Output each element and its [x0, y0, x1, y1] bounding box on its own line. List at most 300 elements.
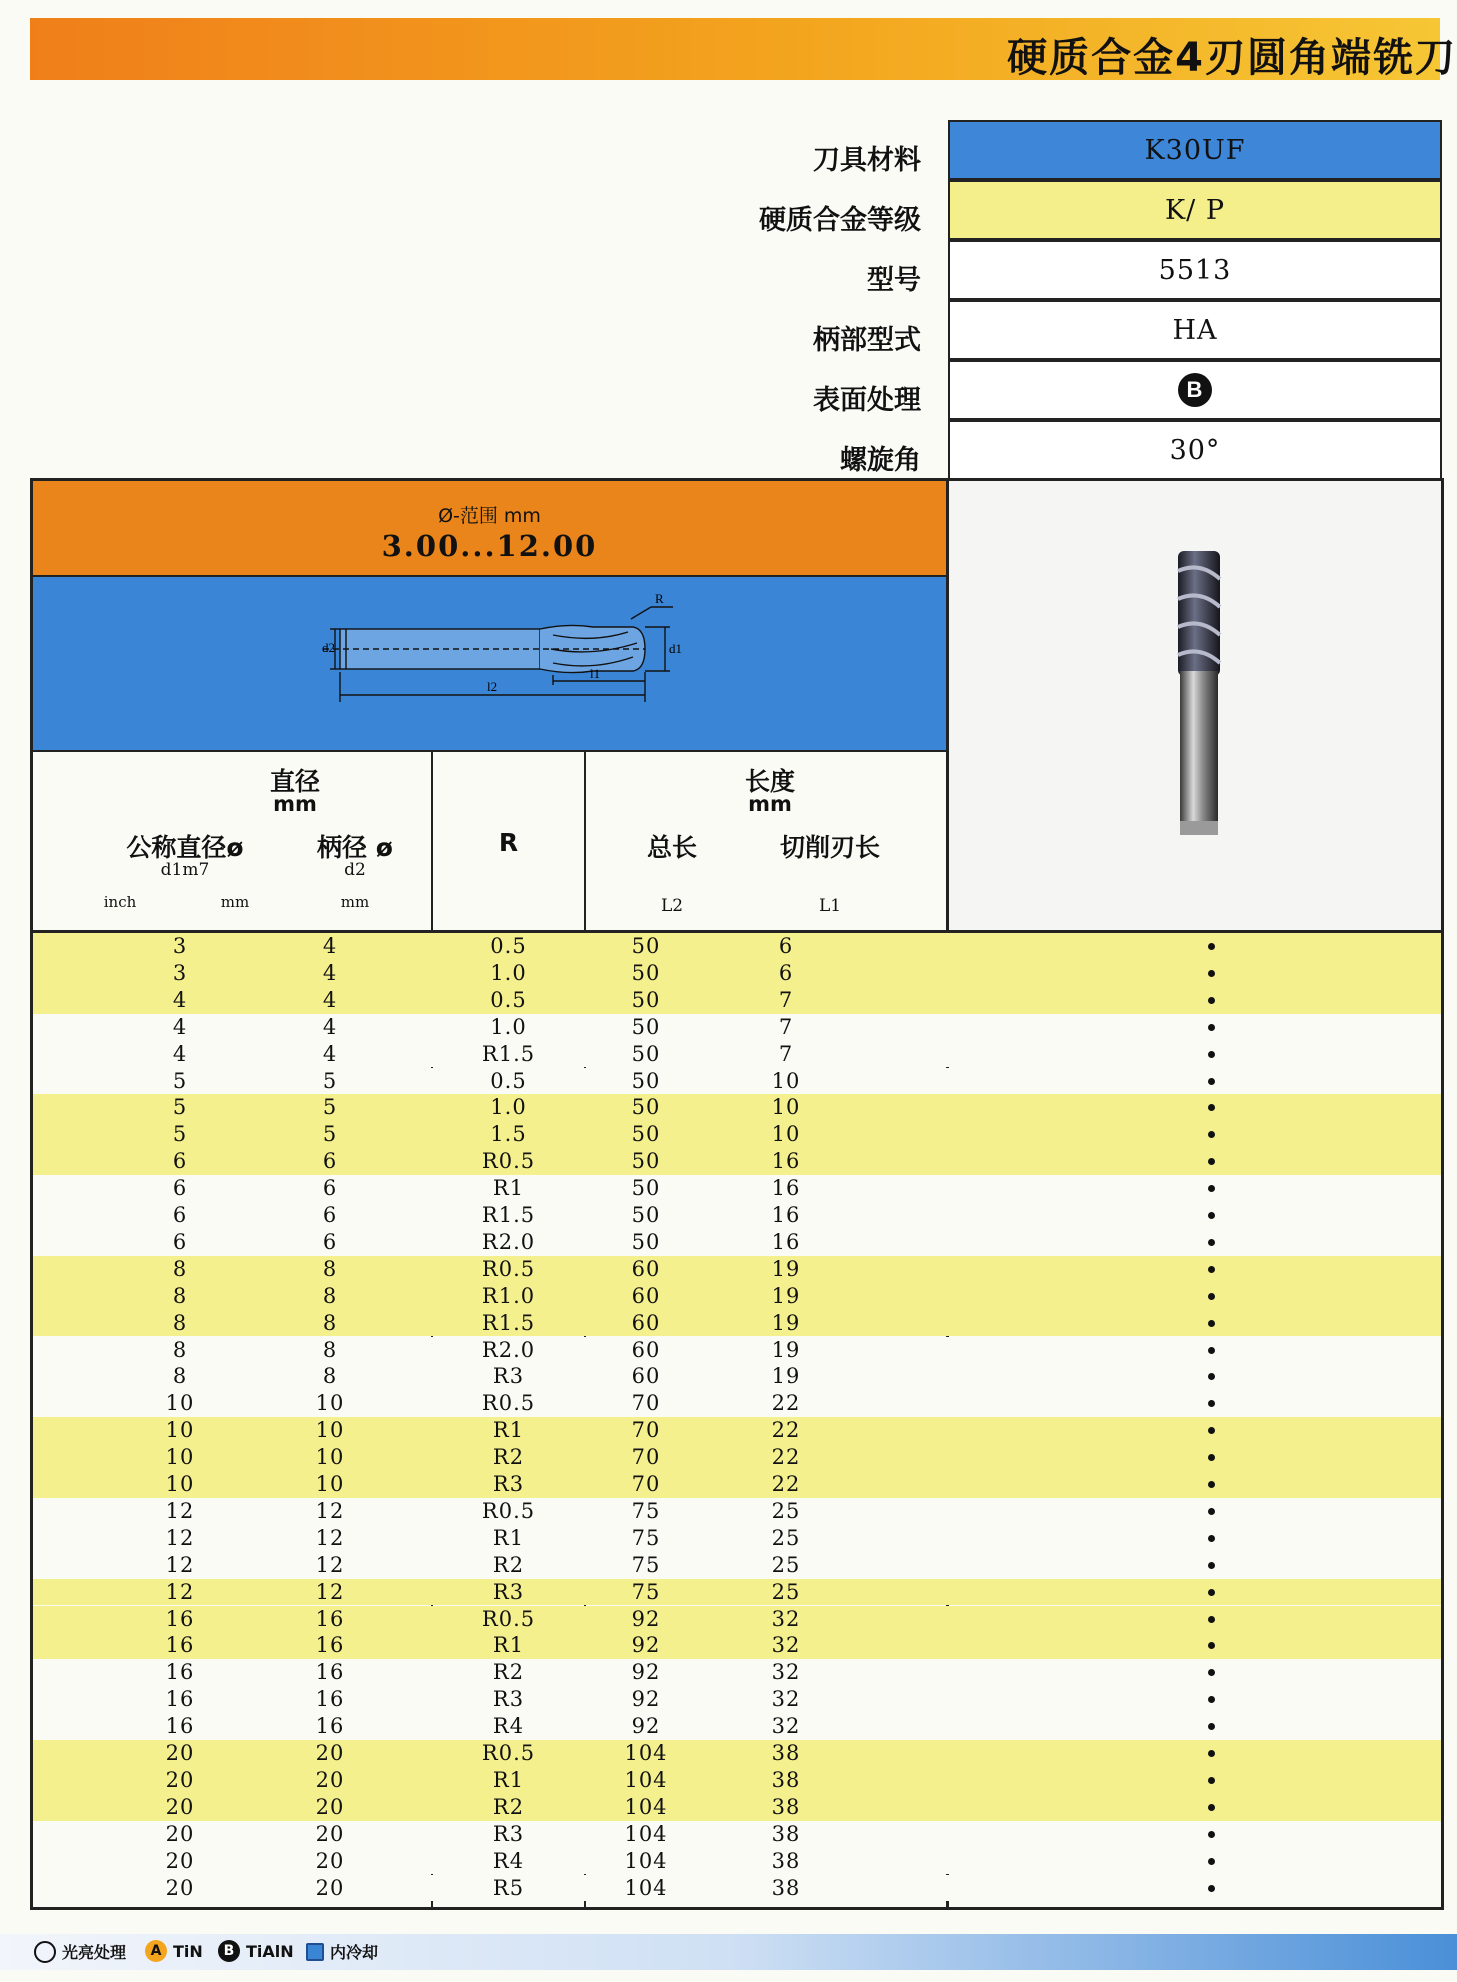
cell-cutting-length: 22 [771, 1472, 801, 1496]
cell-total-length: 92 [631, 1687, 661, 1712]
header-mm: mm [340, 893, 370, 911]
cell-shank-diameter: 4 [322, 1041, 338, 1066]
cell-shank-diameter: 10 [315, 1418, 345, 1443]
header-top-rule [33, 750, 946, 752]
cell-shank-diameter: 12 [315, 1498, 345, 1523]
cell-cutting-length: 32 [771, 1606, 801, 1631]
cell-total-length: 50 [631, 1041, 661, 1066]
cell-cutting-length: 38 [771, 1741, 801, 1765]
cell-shank-diameter: 10 [315, 1472, 345, 1496]
header-nominal-sub: d1m7 [160, 860, 210, 880]
table-row [33, 1525, 1441, 1552]
cell-shank-diameter: 20 [315, 1848, 345, 1873]
availability-dot [1208, 1266, 1215, 1273]
diameter-range-box [33, 481, 946, 578]
cell-cutting-length: 6 [778, 934, 794, 958]
cell-radius: R0.5 [481, 1741, 536, 1765]
cell-shank-diameter: 8 [322, 1256, 338, 1281]
cell-nominal-diameter: 6 [172, 1229, 188, 1254]
cell-nominal-diameter: 10 [165, 1472, 195, 1496]
cell-radius: R0.5 [481, 1256, 536, 1281]
coating-b-icon: B [1178, 373, 1212, 407]
table-row [33, 1767, 1441, 1794]
table-row [33, 1848, 1441, 1875]
spec-value-text: 30° [1169, 434, 1221, 466]
cell-radius: R0.5 [481, 1606, 536, 1631]
cell-radius: 1.0 [490, 1095, 527, 1120]
availability-dot [1208, 1347, 1215, 1354]
cell-shank-diameter: 12 [315, 1525, 345, 1550]
cell-shank-diameter: 5 [322, 1095, 338, 1120]
coating-b-icon: B [218, 1940, 240, 1962]
spec-label-grade: 硬质合金等级 [759, 205, 921, 236]
cell-radius: 0.5 [490, 987, 527, 1012]
cell-radius: R2.0 [481, 1337, 536, 1362]
cell-nominal-diameter: 20 [165, 1848, 195, 1873]
cell-radius: R3 [492, 1364, 525, 1389]
cell-radius: R2 [492, 1660, 525, 1685]
table-row [33, 1444, 1441, 1471]
label-r: R [655, 591, 664, 606]
cell-cutting-length: 22 [771, 1445, 801, 1470]
table-row [33, 1256, 1441, 1283]
cell-radius: R5 [492, 1875, 525, 1900]
table-row [33, 1068, 1441, 1095]
cell-shank-diameter: 4 [322, 960, 338, 985]
legend-item [145, 1940, 203, 1962]
cell-shank-diameter: 16 [315, 1660, 345, 1685]
spec-label-model: 型号 [867, 265, 921, 296]
cell-nominal-diameter: 10 [165, 1445, 195, 1470]
cell-nominal-diameter: 8 [172, 1337, 188, 1362]
spec-value-text: HA [1172, 314, 1218, 346]
spec-label-helix: 螺旋角 [840, 445, 921, 476]
table-row [33, 1821, 1441, 1848]
cell-radius: R1 [492, 1525, 525, 1550]
cell-total-length: 50 [631, 1014, 661, 1039]
cell-shank-diameter: 16 [315, 1714, 345, 1739]
cell-total-length: 104 [624, 1794, 668, 1819]
cell-shank-diameter: 4 [322, 934, 338, 958]
cell-shank-diameter: 16 [315, 1606, 345, 1631]
availability-dot [1208, 1642, 1215, 1649]
table-row [33, 1632, 1441, 1659]
table-row [33, 1014, 1441, 1041]
header-r: R [498, 828, 519, 857]
header-cutting-length: 切削刃长 [779, 833, 880, 862]
cell-radius: R1.5 [481, 1310, 536, 1335]
availability-dot [1208, 1104, 1215, 1111]
cell-cutting-length: 32 [771, 1633, 801, 1658]
cell-shank-diameter: 6 [322, 1176, 338, 1201]
cell-shank-diameter: 8 [322, 1364, 338, 1389]
header-length-unit: mm [748, 792, 792, 816]
availability-dot [1208, 1427, 1215, 1434]
cell-radius: R3 [492, 1687, 525, 1712]
cell-total-length: 60 [631, 1283, 661, 1308]
availability-dot [1208, 1131, 1215, 1138]
cell-total-length: 75 [631, 1525, 661, 1550]
spec-label-coating: 表面处理 [813, 385, 921, 416]
cell-cutting-length: 32 [771, 1687, 801, 1712]
label-l2: l2 [487, 679, 498, 694]
cell-total-length: 50 [631, 987, 661, 1012]
cell-total-length: 70 [631, 1472, 661, 1496]
header-length: 长度 [744, 767, 795, 796]
cell-nominal-diameter: 4 [172, 987, 188, 1012]
spec-value-model [948, 240, 1442, 300]
legend-label: TiAlN [246, 1941, 294, 1961]
cell-total-length: 104 [624, 1848, 668, 1873]
end-mill-diagram [33, 577, 946, 750]
cell-nominal-diameter: 20 [165, 1794, 195, 1819]
availability-dot [1208, 1696, 1215, 1703]
cell-total-length: 50 [631, 1095, 661, 1120]
cell-cutting-length: 16 [771, 1176, 801, 1201]
cell-nominal-diameter: 20 [165, 1875, 195, 1900]
cell-radius: R2 [492, 1445, 525, 1470]
availability-dot [1208, 1831, 1215, 1838]
spec-value-helix [948, 420, 1442, 480]
table-row [33, 1740, 1441, 1767]
cell-nominal-diameter: 12 [165, 1552, 195, 1577]
cell-nominal-diameter: 5 [172, 1122, 188, 1147]
label-d2: d2 [322, 640, 335, 655]
cell-radius: R2.0 [481, 1229, 536, 1254]
cell-total-length: 104 [624, 1741, 668, 1765]
availability-dot [1208, 1589, 1215, 1596]
cell-total-length: 92 [631, 1714, 661, 1739]
cell-total-length: 60 [631, 1337, 661, 1362]
header-shank-diameter: 柄径 ø [317, 833, 393, 862]
table-row [33, 1659, 1441, 1686]
range-value: 3.00...12.00 [381, 529, 598, 563]
legend-label: 内冷却 [330, 1943, 379, 1962]
table-row [33, 1337, 1441, 1364]
table-row [33, 1041, 1441, 1068]
header-nominal-diameter: 公称直径ø [126, 833, 244, 862]
availability-dot [1208, 1293, 1215, 1300]
table-row [33, 1094, 1441, 1121]
cell-nominal-diameter: 8 [172, 1364, 188, 1389]
cell-shank-diameter: 6 [322, 1149, 338, 1174]
spec-label-material: 刀具材料 [813, 145, 921, 176]
cell-radius: R1 [492, 1633, 525, 1658]
cell-shank-diameter: 4 [322, 987, 338, 1012]
cell-radius: R1 [492, 1418, 525, 1443]
cell-shank-diameter: 20 [315, 1794, 345, 1819]
cell-cutting-length: 32 [771, 1660, 801, 1685]
availability-dot [1208, 997, 1215, 1004]
cell-cutting-length: 16 [771, 1149, 801, 1174]
table-row [33, 1202, 1441, 1229]
availability-dot [1208, 1320, 1215, 1327]
cell-radius: 1.5 [490, 1122, 527, 1147]
cell-total-length: 50 [631, 1122, 661, 1147]
legend-item [306, 1940, 378, 1963]
cell-nominal-diameter: 16 [165, 1633, 195, 1658]
cell-total-length: 50 [631, 1229, 661, 1254]
table-row [33, 1471, 1441, 1498]
availability-dot [1208, 1508, 1215, 1515]
cell-shank-diameter: 16 [315, 1633, 345, 1658]
coating-a-icon: A [145, 1940, 167, 1962]
cell-cutting-length: 25 [771, 1525, 801, 1550]
table-row [33, 987, 1441, 1014]
cell-radius: R3 [492, 1579, 525, 1604]
cell-shank-diameter: 8 [322, 1337, 338, 1362]
cell-shank-diameter: 12 [315, 1552, 345, 1577]
cell-cutting-length: 19 [771, 1364, 801, 1389]
label-l1: l1 [590, 666, 601, 681]
cell-cutting-length: 19 [771, 1310, 801, 1335]
cell-cutting-length: 10 [771, 1095, 801, 1120]
table-row [33, 1686, 1441, 1713]
cell-cutting-length: 7 [778, 1041, 794, 1066]
cell-radius: R2 [492, 1552, 525, 1577]
header-total-length: 总长 [646, 833, 697, 862]
cell-radius: R3 [492, 1472, 525, 1496]
cell-nominal-diameter: 3 [172, 934, 188, 958]
cell-shank-diameter: 5 [322, 1068, 338, 1093]
cell-shank-diameter: 12 [315, 1579, 345, 1604]
table-row [33, 1498, 1441, 1525]
cell-shank-diameter: 8 [322, 1310, 338, 1335]
cell-total-length: 92 [631, 1633, 661, 1658]
cell-cutting-length: 38 [771, 1794, 801, 1819]
header-mm: mm [220, 893, 250, 911]
cell-nominal-diameter: 20 [165, 1767, 195, 1792]
table-row [33, 1310, 1441, 1337]
legend-item [34, 1940, 126, 1963]
cell-cutting-length: 19 [771, 1337, 801, 1362]
cell-nominal-diameter: 20 [165, 1821, 195, 1846]
availability-dot [1208, 1212, 1215, 1219]
table-row [33, 933, 1441, 960]
availability-dot [1208, 1158, 1215, 1165]
page-title: 硬质合金4刃圆角端铣刀 [1007, 35, 1457, 81]
spec-value-material [948, 120, 1442, 180]
availability-dot [1208, 1024, 1215, 1031]
cell-total-length: 104 [624, 1821, 668, 1846]
table-row [33, 1579, 1441, 1606]
cell-radius: R0.5 [481, 1498, 536, 1523]
availability-dot [1208, 1078, 1215, 1085]
spec-value-text: 5513 [1158, 254, 1232, 286]
cell-radius: R1.5 [481, 1203, 536, 1227]
cell-radius: 1.0 [490, 1014, 527, 1039]
cell-cutting-length: 19 [771, 1283, 801, 1308]
cell-radius: R1.5 [481, 1041, 536, 1066]
availability-dot [1208, 1562, 1215, 1569]
availability-dot [1208, 1858, 1215, 1865]
cell-shank-diameter: 6 [322, 1229, 338, 1254]
cell-nominal-diameter: 10 [165, 1391, 195, 1416]
availability-dot [1208, 1051, 1215, 1058]
table-row [33, 1713, 1441, 1740]
cell-cutting-length: 38 [771, 1848, 801, 1873]
table-row [33, 1794, 1441, 1821]
spec-value-shank [948, 300, 1442, 360]
cell-nominal-diameter: 8 [172, 1310, 188, 1335]
cell-cutting-length: 25 [771, 1498, 801, 1523]
cell-total-length: 70 [631, 1391, 661, 1416]
cell-shank-diameter: 16 [315, 1687, 345, 1712]
table-row [33, 1417, 1441, 1444]
cell-cutting-length: 16 [771, 1203, 801, 1227]
cell-total-length: 92 [631, 1660, 661, 1685]
table-row [33, 1121, 1441, 1148]
availability-dot [1208, 1239, 1215, 1246]
cell-cutting-length: 7 [778, 1014, 794, 1039]
cell-total-length: 60 [631, 1310, 661, 1335]
cell-nominal-diameter: 12 [165, 1579, 195, 1604]
cell-total-length: 104 [624, 1875, 668, 1900]
table-row [33, 1229, 1441, 1256]
cell-cutting-length: 19 [771, 1256, 801, 1281]
cell-nominal-diameter: 5 [172, 1068, 188, 1093]
table-row [33, 1875, 1441, 1902]
availability-dot [1208, 943, 1215, 950]
legend-label: TiN [173, 1941, 203, 1961]
header-l1: L1 [818, 896, 842, 916]
end-mill-photo [948, 481, 1441, 931]
cell-cutting-length: 38 [771, 1767, 801, 1792]
cell-nominal-diameter: 10 [165, 1418, 195, 1443]
availability-dot [1208, 1373, 1215, 1380]
cell-shank-diameter: 6 [322, 1203, 338, 1227]
cell-cutting-length: 10 [771, 1122, 801, 1147]
cell-nominal-diameter: 8 [172, 1256, 188, 1281]
cell-shank-diameter: 20 [315, 1767, 345, 1792]
cell-radius: 0.5 [490, 1068, 527, 1093]
header-shank-sub: d2 [344, 860, 366, 880]
legend-item [218, 1940, 294, 1962]
table-row [33, 1175, 1441, 1202]
table-row [33, 1390, 1441, 1417]
cell-shank-diameter: 20 [315, 1821, 345, 1846]
cell-total-length: 60 [631, 1364, 661, 1389]
availability-dot [1208, 1777, 1215, 1784]
cell-nominal-diameter: 16 [165, 1660, 195, 1685]
cell-radius: R4 [492, 1714, 525, 1739]
cell-shank-diameter: 8 [322, 1283, 338, 1308]
table-row [33, 1283, 1441, 1310]
header-inch: inch [103, 893, 137, 911]
spec-value-text: K30UF [1144, 134, 1246, 166]
availability-dot [1208, 1454, 1215, 1461]
cell-nominal-diameter: 5 [172, 1095, 188, 1120]
spec-label-shank: 柄部型式 [813, 325, 921, 356]
availability-dot [1208, 1804, 1215, 1811]
cell-radius: 1.0 [490, 960, 527, 985]
cell-shank-diameter: 20 [315, 1875, 345, 1900]
header-l2: L2 [660, 896, 684, 916]
availability-dot [1208, 1669, 1215, 1676]
cell-nominal-diameter: 12 [165, 1525, 195, 1550]
cell-radius: R0.5 [481, 1391, 536, 1416]
cell-total-length: 50 [631, 1149, 661, 1174]
header-diameter-unit: mm [273, 792, 317, 816]
cell-nominal-diameter: 20 [165, 1741, 195, 1765]
cell-cutting-length: 7 [778, 987, 794, 1012]
header-diameter: 直径 [269, 767, 320, 796]
cell-total-length: 75 [631, 1552, 661, 1577]
cell-nominal-diameter: 16 [165, 1606, 195, 1631]
cell-radius: 0.5 [490, 934, 527, 958]
cell-total-length: 50 [631, 934, 661, 958]
cell-total-length: 70 [631, 1418, 661, 1443]
cell-shank-diameter: 4 [322, 1014, 338, 1039]
cell-nominal-diameter: 6 [172, 1149, 188, 1174]
availability-dot [1208, 1481, 1215, 1488]
availability-dot [1208, 1400, 1215, 1407]
cell-total-length: 104 [624, 1767, 668, 1792]
square-blue-icon [306, 1943, 324, 1961]
cell-nominal-diameter: 16 [165, 1687, 195, 1712]
cell-nominal-diameter: 8 [172, 1283, 188, 1308]
cell-shank-diameter: 10 [315, 1445, 345, 1470]
cell-cutting-length: 22 [771, 1418, 801, 1443]
cell-nominal-diameter: 6 [172, 1176, 188, 1201]
cell-total-length: 75 [631, 1498, 661, 1523]
cell-total-length: 92 [631, 1606, 661, 1631]
cell-nominal-diameter: 3 [172, 960, 188, 985]
product-photo-area [948, 481, 1441, 931]
spec-value-text: K/ P [1164, 194, 1226, 226]
cell-radius: R1 [492, 1176, 525, 1201]
cell-cutting-length: 25 [771, 1552, 801, 1577]
cell-cutting-length: 10 [771, 1068, 801, 1093]
range-label: Ø-范围 mm [438, 505, 541, 527]
cell-shank-diameter: 20 [315, 1741, 345, 1765]
availability-dot [1208, 1616, 1215, 1623]
cell-nominal-diameter: 4 [172, 1041, 188, 1066]
cell-nominal-diameter: 4 [172, 1014, 188, 1039]
cell-total-length: 50 [631, 1176, 661, 1201]
cell-radius: R1 [492, 1767, 525, 1792]
cell-radius: R0.5 [481, 1149, 536, 1174]
availability-dot [1208, 1535, 1215, 1542]
label-d1: d1 [669, 641, 682, 656]
cell-cutting-length: 16 [771, 1229, 801, 1254]
cell-shank-diameter: 10 [315, 1391, 345, 1416]
cell-cutting-length: 38 [771, 1821, 801, 1846]
cell-cutting-length: 6 [778, 960, 794, 985]
cell-radius: R2 [492, 1794, 525, 1819]
availability-dot [1208, 1885, 1215, 1892]
cell-nominal-diameter: 6 [172, 1203, 188, 1227]
cell-cutting-length: 25 [771, 1579, 801, 1604]
availability-dot [1208, 1185, 1215, 1192]
cell-shank-diameter: 5 [322, 1122, 338, 1147]
cell-radius: R4 [492, 1848, 525, 1873]
table-row [33, 1552, 1441, 1579]
table-row [33, 1148, 1441, 1175]
cell-radius: R3 [492, 1821, 525, 1846]
cell-total-length: 70 [631, 1445, 661, 1470]
spec-value-grade [948, 180, 1442, 240]
cell-cutting-length: 38 [771, 1875, 801, 1900]
cell-total-length: 60 [631, 1256, 661, 1281]
legend-label: 光亮处理 [62, 1943, 127, 1962]
availability-dot [1208, 970, 1215, 977]
availability-dot [1208, 1750, 1215, 1757]
cell-total-length: 50 [631, 1068, 661, 1093]
cell-radius: R1.0 [481, 1283, 536, 1308]
spec-value-coating [948, 360, 1442, 420]
table-row [33, 1606, 1441, 1633]
